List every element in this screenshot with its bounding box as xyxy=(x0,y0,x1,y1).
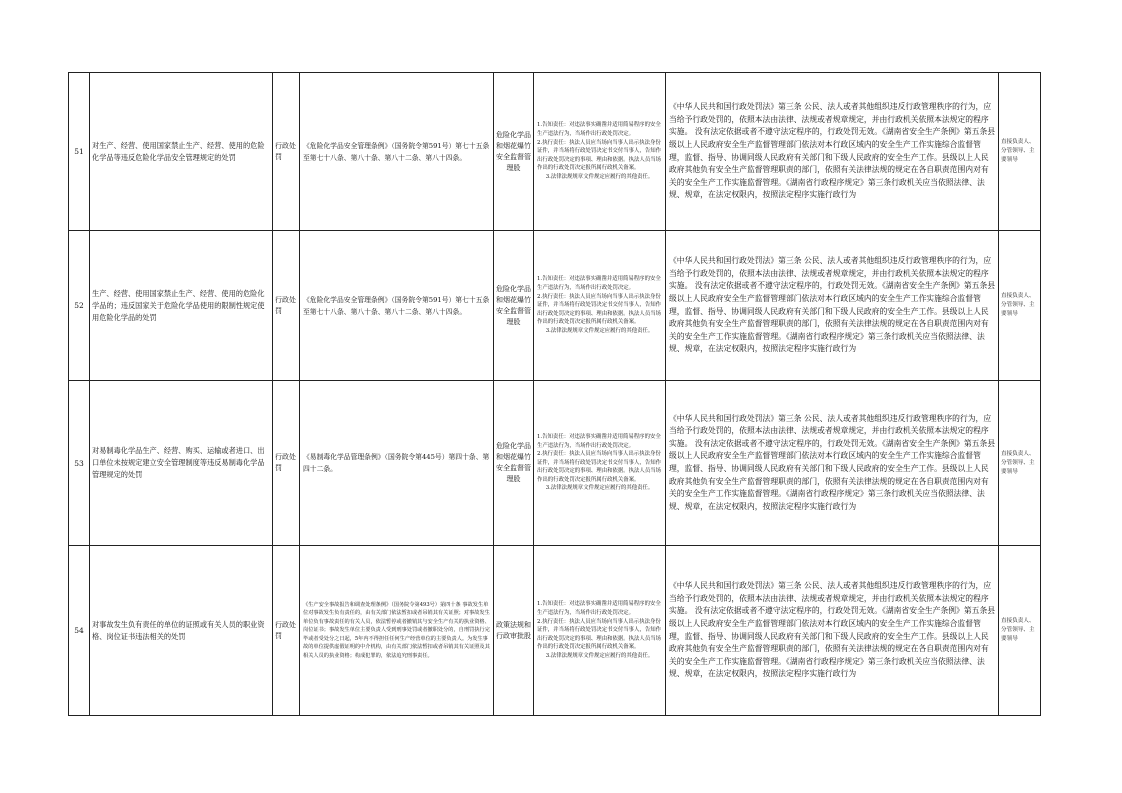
law-text: 《中华人民共和国行政处罚法》第三条 公民、法人或者其他组织违反行政管理秩序的行为，应当给予行政处罚的，依照本法由法律、法规或者规章规定，并由行政机关依照本法规定的程序实施。 没有法定依据或者不遵守法定程序的，行政处罚无效。《湖南省安全生产条例》第五条县级以上人民政府安全生产监督管理部门依法对本行政区域内的安全生产工作实施综合监督管理，监督、指导、协调同级人民政府有关部门和下级人民政府的安全生产工作。县级以上人民政府其他负有安全生产监督管理职责的部门，依照有关法律法规的规定在各自职责范围内对有关的安全生产工作实施监督管理。《湖南省行政程序规定》第三条行政机关应当依照法律、法规、规章，在法定权限内，按照法定程序实施行政行为 xyxy=(666,231,999,381)
table-row xyxy=(69,231,1041,381)
row-number: 53 xyxy=(69,381,90,546)
responsibility-item: 3.法律法规规章文件规定应履行的其他责任。 xyxy=(545,327,654,334)
responsibility-items xyxy=(534,231,666,381)
responsibility-item: 2.执行责任：执法人员应当场向当事人出示执法身份证件，并当场将行政处罚决定书交付当事人，告知作出行政处罚决定的事项、理由和依据。执法人员当场作出的行政处罚决定报所属行政机关备案。 xyxy=(537,139,661,172)
responsibility-item: 3.法律法规规章文件规定应履行的其他责任。 xyxy=(545,652,654,659)
responsibility-items xyxy=(534,546,666,716)
row-number: 51 xyxy=(69,73,90,231)
responsibility-item: 1.告知责任：对违法事实确凿并适用简易程序的安全生产违法行为，当场作出行政处罚决定。 xyxy=(537,601,661,617)
responsibility-items xyxy=(534,73,666,231)
responsibility-items xyxy=(534,381,666,546)
law-text: 《中华人民共和国行政处罚法》第三条 公民、法人或者其他组织违反行政管理秩序的行为，应当给予行政处罚的，依照本法由法律、法规或者规章规定，并由行政机关依照本法规定的程序实施。 没有法定依据或者不遵守法定程序的，行政处罚无效。《湖南省安全生产条例》第五条县级以上人民政府安全生产监督管理部门依法对本行政区域内的安全生产工作实施综合监督管理，监督、指导、协调同级人民政府有关部门和下级人民政府的安全生产工作。县级以上人民政府其他负有安全生产监督管理职责的部门，依照有关法律法规的规定在各自职责范围内对有关的安全生产工作实施监督管理。《湖南省行政程序规定》第三条行政机关应当依照法律、法规、规章，在法定权限内，按照法定程序实施行政行为 xyxy=(666,546,999,716)
row-number: 54 xyxy=(69,546,90,716)
item-category: 行政处罚 xyxy=(273,231,300,381)
row-number: 52 xyxy=(69,231,90,381)
responsibility-item: 1.告知责任：对违法事实确凿并适用简易程序的安全生产违法行为，当场作出行政处罚决定。 xyxy=(537,276,661,292)
item-category: 行政处罚 xyxy=(273,381,300,546)
responsibility-item: 2.执行责任：执法人员应当场向当事人出示执法身份证件，并当场将行政处罚决定书交付当事人，告知作出行政处罚决定的事项、理由和依据。执法人员当场作出的行政处罚决定报所属行政机关备案。 xyxy=(537,618,661,651)
table-row xyxy=(69,73,1041,231)
responsible-department: 危险化学品和烟花爆竹安全监督管理股 xyxy=(494,381,534,546)
responsibility-item: 2.执行责任：执法人员应当场向当事人出示执法身份证件，并当场将行政处罚决定书交付当事人，告知作出行政处罚决定的事项、理由和依据。执法人员当场作出的行政处罚决定报所属行政机关备案。 xyxy=(537,293,661,326)
responsible-department: 危险化学品和烟花爆竹安全监督管理股 xyxy=(494,231,534,381)
item-name: 生产、经营、使用国家禁止生产、经营、使用的危险化学品的；违反国家关于危险化学品使用的限制性规定使用危险化学品的处罚 xyxy=(90,231,273,381)
law-text: 《中华人民共和国行政处罚法》第三条 公民、法人或者其他组织违反行政管理秩序的行为，应当给予行政处罚的，依照本法由法律、法规或者规章规定，并由行政机关依照本法规定的程序实施。 没有法定依据或者不遵守法定程序的，行政处罚无效。《湖南省安全生产条例》第五条县级以上人民政府安全生产监督管理部门依法对本行政区域内的安全生产工作实施综合监督管理，监督、指导、协调同级人民政府有关部门和下级人民政府的安全生产工作。县级以上人民政府其他负有安全生产监督管理职责的部门，依照有关法律法规的规定在各自职责范围内对有关的安全生产工作实施监督管理。《湖南省行政程序规定》第三条行政机关应当依照法律、法规、规章，在法定权限内，按照法定程序实施行政行为 xyxy=(666,73,999,231)
responsibility-item: 2.执行责任：执法人员应当场向当事人出示执法身份证件，并当场将行政处罚决定书交付当事人，告知作出行政处罚决定的事项、理由和依据。执法人员当场作出的行政处罚决定报所属行政机关备案。 xyxy=(537,451,661,483)
responsible-department: 危险化学品和烟花爆竹安全监督管理股 xyxy=(494,73,534,231)
law-text: 《中华人民共和国行政处罚法》第三条 公民、法人或者其他组织违反行政管理秩序的行为，应当给予行政处罚的，依照本法由法律、法规或者规章规定，并由行政机关依照本法规定的程序实施。 没有法定依据或者不遵守法定程序的，行政处罚无效。《湖南省安全生产条例》第五条县级以上人民政府安全生产监督管理部门依法对本行政区域内的安全生产工作实施综合监督管理，监督、指导、协调同级人民政府有关部门和下级人民政府的安全生产工作。县级以上人民政府其他负有安全生产监督管理职责的部门，依照有关法律法规的规定在各自职责范围内对有关的安全生产工作实施监督管理。《湖南省行政程序规定》第三条行政机关应当依照法律、法规、规章，在法定权限内，按照法定程序实施行政行为 xyxy=(666,381,999,546)
table-row xyxy=(69,546,1041,716)
item-category: 行政处罚 xyxy=(273,73,300,231)
table-row xyxy=(69,381,1041,546)
legal-basis: 《易制毒化学品管理条例》（国务院令第445号）第四十条、第四十二条。 xyxy=(300,381,494,546)
responsible-persons: 直接负责人、分管领导、主要领导 xyxy=(999,381,1041,546)
legal-basis: 《危险化学品安全管理条例》（国务院令第591号）第七十五条至第七十八条、第八十条、第八十二条、第八十四条。 xyxy=(300,73,494,231)
legal-basis: 《危险化学品安全管理条例》（国务院令第591号）第七十五条至第七十八条、第八十条、第八十二条、第八十四条。 xyxy=(300,231,494,381)
legal-basis: 《生产安全事故报告和调查处理条例》（国务院令第493号）第四十条 事故发生单位对事故发生负有责任的，由有关部门依法暂扣或者吊销其有关证照；对事故发生单位负有事故责任的有关人员，依法暂停或者撤销其与安全生产有关的执业资格、岗位证书；事故发生单位主要负责人受到刑事处罚或者撤职处分的，自刑罚执行完毕或者受处分之日起，5年内不得担任任何生产经营单位的主要负责人。为发生事故的单位提供虚假证明的中介机构，由有关部门依法暂扣或者吊销其有关证照及其相关人员的执业资格；构成犯罪的，依法追究刑事责任。 xyxy=(300,546,494,716)
responsible-persons: 直接负责人、分管领导、主要领导 xyxy=(999,231,1041,381)
item-name: 对事故发生负有责任的单位的证照或有关人员的职业资格、岗位证书违法相关的处罚 xyxy=(90,546,273,716)
item-category: 行政处罚 xyxy=(273,546,300,716)
responsibility-item: 1.告知责任：对违法事实确凿并适用简易程序的安全生产违法行为，当场作出行政处罚决定。 xyxy=(537,122,661,138)
item-name: 对生产、经营、使用国家禁止生产、经营、使用的危险化学品等违反危险化学品安全管理规定的处罚 xyxy=(90,73,273,231)
responsible-persons: 直接负责人、分管领导、主要领导 xyxy=(999,546,1041,716)
item-name: 对易制毒化学品生产、经营、购买、运输或者进口、出口单位未按规定建立安全管理制度等违反易制毒化学品管理规定的处罚 xyxy=(90,381,273,546)
responsibility-item: 3.法律法规规章文件规定应履行的其他责任。 xyxy=(545,485,654,492)
responsible-department: 政策法规和行政审批股 xyxy=(494,546,534,716)
responsibility-table xyxy=(68,72,1041,716)
responsibility-item: 1.告知责任：对违法事实确凿并适用简易程序的安全生产违法行为，当场作出行政处罚决定。 xyxy=(537,433,661,449)
responsibility-item: 3.法律法规规章文件规定应履行的其他责任。 xyxy=(545,173,654,180)
responsible-persons: 直接负责人、分管领导、主要领导 xyxy=(999,73,1041,231)
